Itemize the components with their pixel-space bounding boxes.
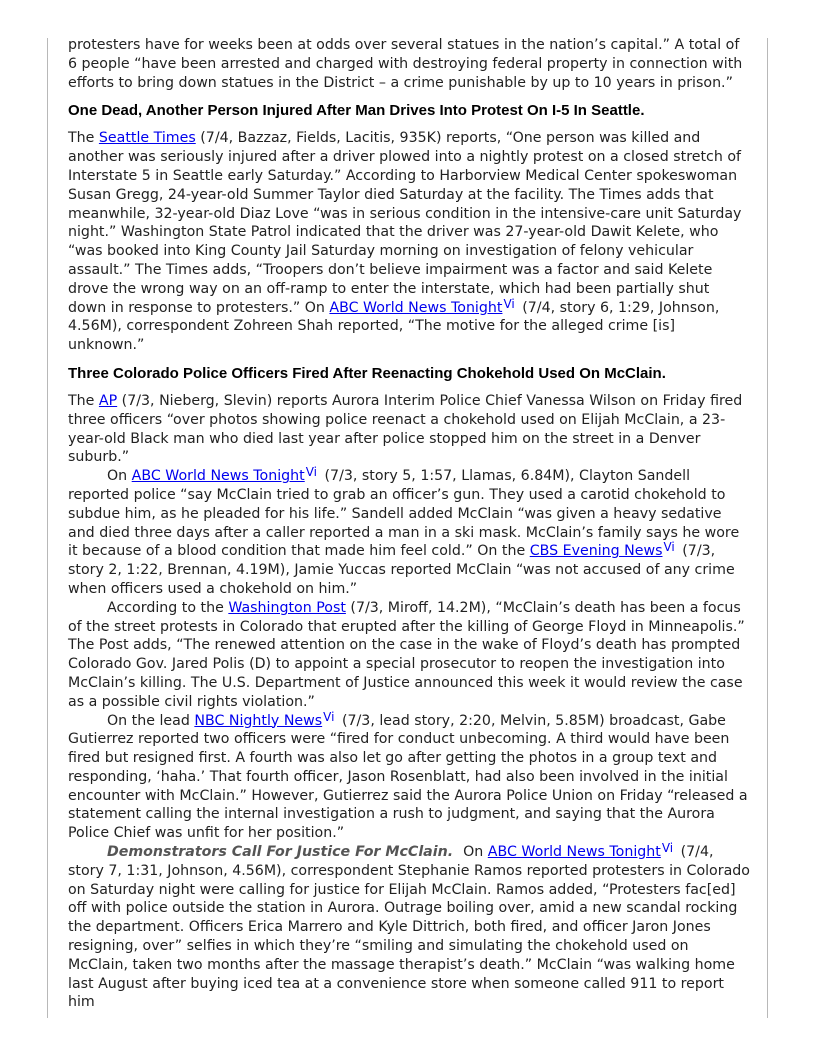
abc-world-news-link[interactable]: ABC World News Tonight xyxy=(487,844,661,861)
video-icon[interactable]: Vi xyxy=(661,841,674,856)
seattle-times-link[interactable]: Seattle Times xyxy=(98,130,196,147)
nbc-nightly-paragraph: On the lead NBC Nightly News$^{Vi}$ (7/3, lead story, 2:20, Melvin, 5.85M) broadcast, Gabe Gutierrez reported two officers were “fired for conduct unbecoming. A third would have been fired but resigned first. A fourth was also let go after getting the photos in a group text and responding, ‘haha.’ That fourth officer, Jason Rosenblatt, had also been involved in the initial encounter with McClain.” However, Gutierrez said the Aurora Police Union on Friday “released a statement calling the internal investigation a rush to judgment, and saying that the Aurora Police Chief was unfit for her position.” xyxy=(68,709,748,842)
washington-post-link[interactable]: Washington Post xyxy=(228,599,346,616)
video-icon[interactable]: Vi xyxy=(663,540,675,555)
left-margin-rule xyxy=(47,38,48,1018)
cbs-evening-news-link[interactable]: CBS Evening News xyxy=(529,543,663,560)
video-icon[interactable]: Vi xyxy=(503,296,515,311)
document-body xyxy=(68,36,750,1012)
demonstrators-paragraph: Demonstrators Call For Justice For McClain. On ABC World News Tonight$^{Vi}$ (7/4, story 7, 1:31, Johnson, 4.56M), correspondent Stephanie Ramos reported protesters in Colorado on Saturday night were calling for justice for Elijah McClain. Ramos added, “Protesters fac[ed] off with police outside the station in Aurora. Outrage boiling over, amid a new scandal rocking the department. Officers Erica Marrero and Kyle Dittrich, both fired, and officer Jaron Jones resigning, over” selfies in which they’re “smiling and simulating the chokehold used on McClain, taken two months after the massage therapist’s death.” McClain “was walking home last August after buying iced tea at a convenience store when someone called 911 to report him xyxy=(68,841,750,1011)
video-icon[interactable]: Vi xyxy=(305,465,317,480)
nbc-nightly-news-link[interactable]: NBC Nightly News xyxy=(194,712,323,729)
washington-post-paragraph: According to the Washington Post (7/3, Miroff, 14.2M), “McClain’s death has been a focus of the street protests in Colorado that erupted after the killing of George Floyd in Minneapolis.” The Post adds, “The renewed attention on the case in the wake of Floyd’s death has prompted Colorado Gov. Jared Polis (D) to appoint a special prosecutor to reopen the investigation into McClain’s killing. The U.S. Department of Justice announced this week it would review the case as a possible civil rights violation.” xyxy=(68,599,745,710)
continued-paragraph: protesters have for weeks been at odds over several statues in the nation’s capital.” A total of 6 people “have been arrested and charged with destroying federal property in connection with efforts to bring down statues in the District – a crime punishable by up to 10 years in prison.” xyxy=(68,37,743,91)
ap-report-paragraph: The AP (7/3, Nieberg, Slevin) reports Aurora Interim Police Chief Vanessa Wilson on Friday fired three officers “over photos showing police reenact a chokehold used on Elijah McClain, a 23-year-old Black man who died last year after police stopped him on the street in a Denver suburb.” xyxy=(68,392,743,466)
video-icon[interactable]: Vi xyxy=(323,709,335,724)
colorado-officers-heading: Three Colorado Police Officers Fired After Reenacting Chokehold Used On McClain. xyxy=(68,364,666,382)
seattle-protest-heading: One Dead, Another Person Injured After Man Drives Into Protest On I-5 In Seattle. xyxy=(68,102,645,120)
seattle-protest-paragraph: The Seattle Times (7/4, Bazzaz, Fields, Lacitis, 935K) reports, “One person was killed and another was seriously injured after a driver plowed into a nightly protest on a closed stretch of Interstate 5 in Seattle early Saturday.” According to Harborview Medical Center spokeswoman Susan Gregg, 24-year-old Summer Taylor died Saturday at the facility. The Times adds that meanwhile, 32-year-old Diaz Love “was in serious condition in the intensive-care unit Saturday night.” Washington State Patrol indicated that the driver was 27-year-old Dawit Kelete, who “was booked into King County Jail Saturday morning on investigation of felony vehicular assault.” The Times adds, “Troopers don’t believe impairment was a factor and said Kelete drove the wrong way on an off-ramp to enter the interstate, which had been partially shut down in response to protesters.” On ABC World News Tonight$^{Vi}$ (7/4, story 6, 1:29, Johnson, 4.56M), correspondent Zohreen Shah reported, “The motive for the alleged crime [is] unknown.” xyxy=(68,130,742,354)
ap-link[interactable]: AP xyxy=(98,392,118,409)
abc-world-news-link[interactable]: ABC World News Tonight xyxy=(131,468,305,485)
abc-world-news-link[interactable]: ABC World News Tonight xyxy=(329,299,503,316)
right-margin-rule xyxy=(767,38,768,1018)
abc-cbs-paragraph: On ABC World News Tonight$^{Vi}$ (7/3, story 5, 1:57, Llamas, 6.84M), Clayton Sandell reported police “say McClain tried to grab an officer’s gun. They used a carotid chokehold to subdue him, as he pleaded for his life.” Sandell added McClain “was given a heavy sedative and died three days after a caller reported a man in a ski mask. McClain’s family says he wore it because of a blood condition that made him feel cold.” On the CBS Evening News$^{Vi}$ (7/3, story 2, 1:22, Brennan, 4.19M), Jamie Yuccas reported McClain “was not accused of any crime when officers used a chokehold on him.” xyxy=(68,465,740,597)
subsection-lead: Demonstrators Call For Justice For McClain. xyxy=(107,844,454,861)
